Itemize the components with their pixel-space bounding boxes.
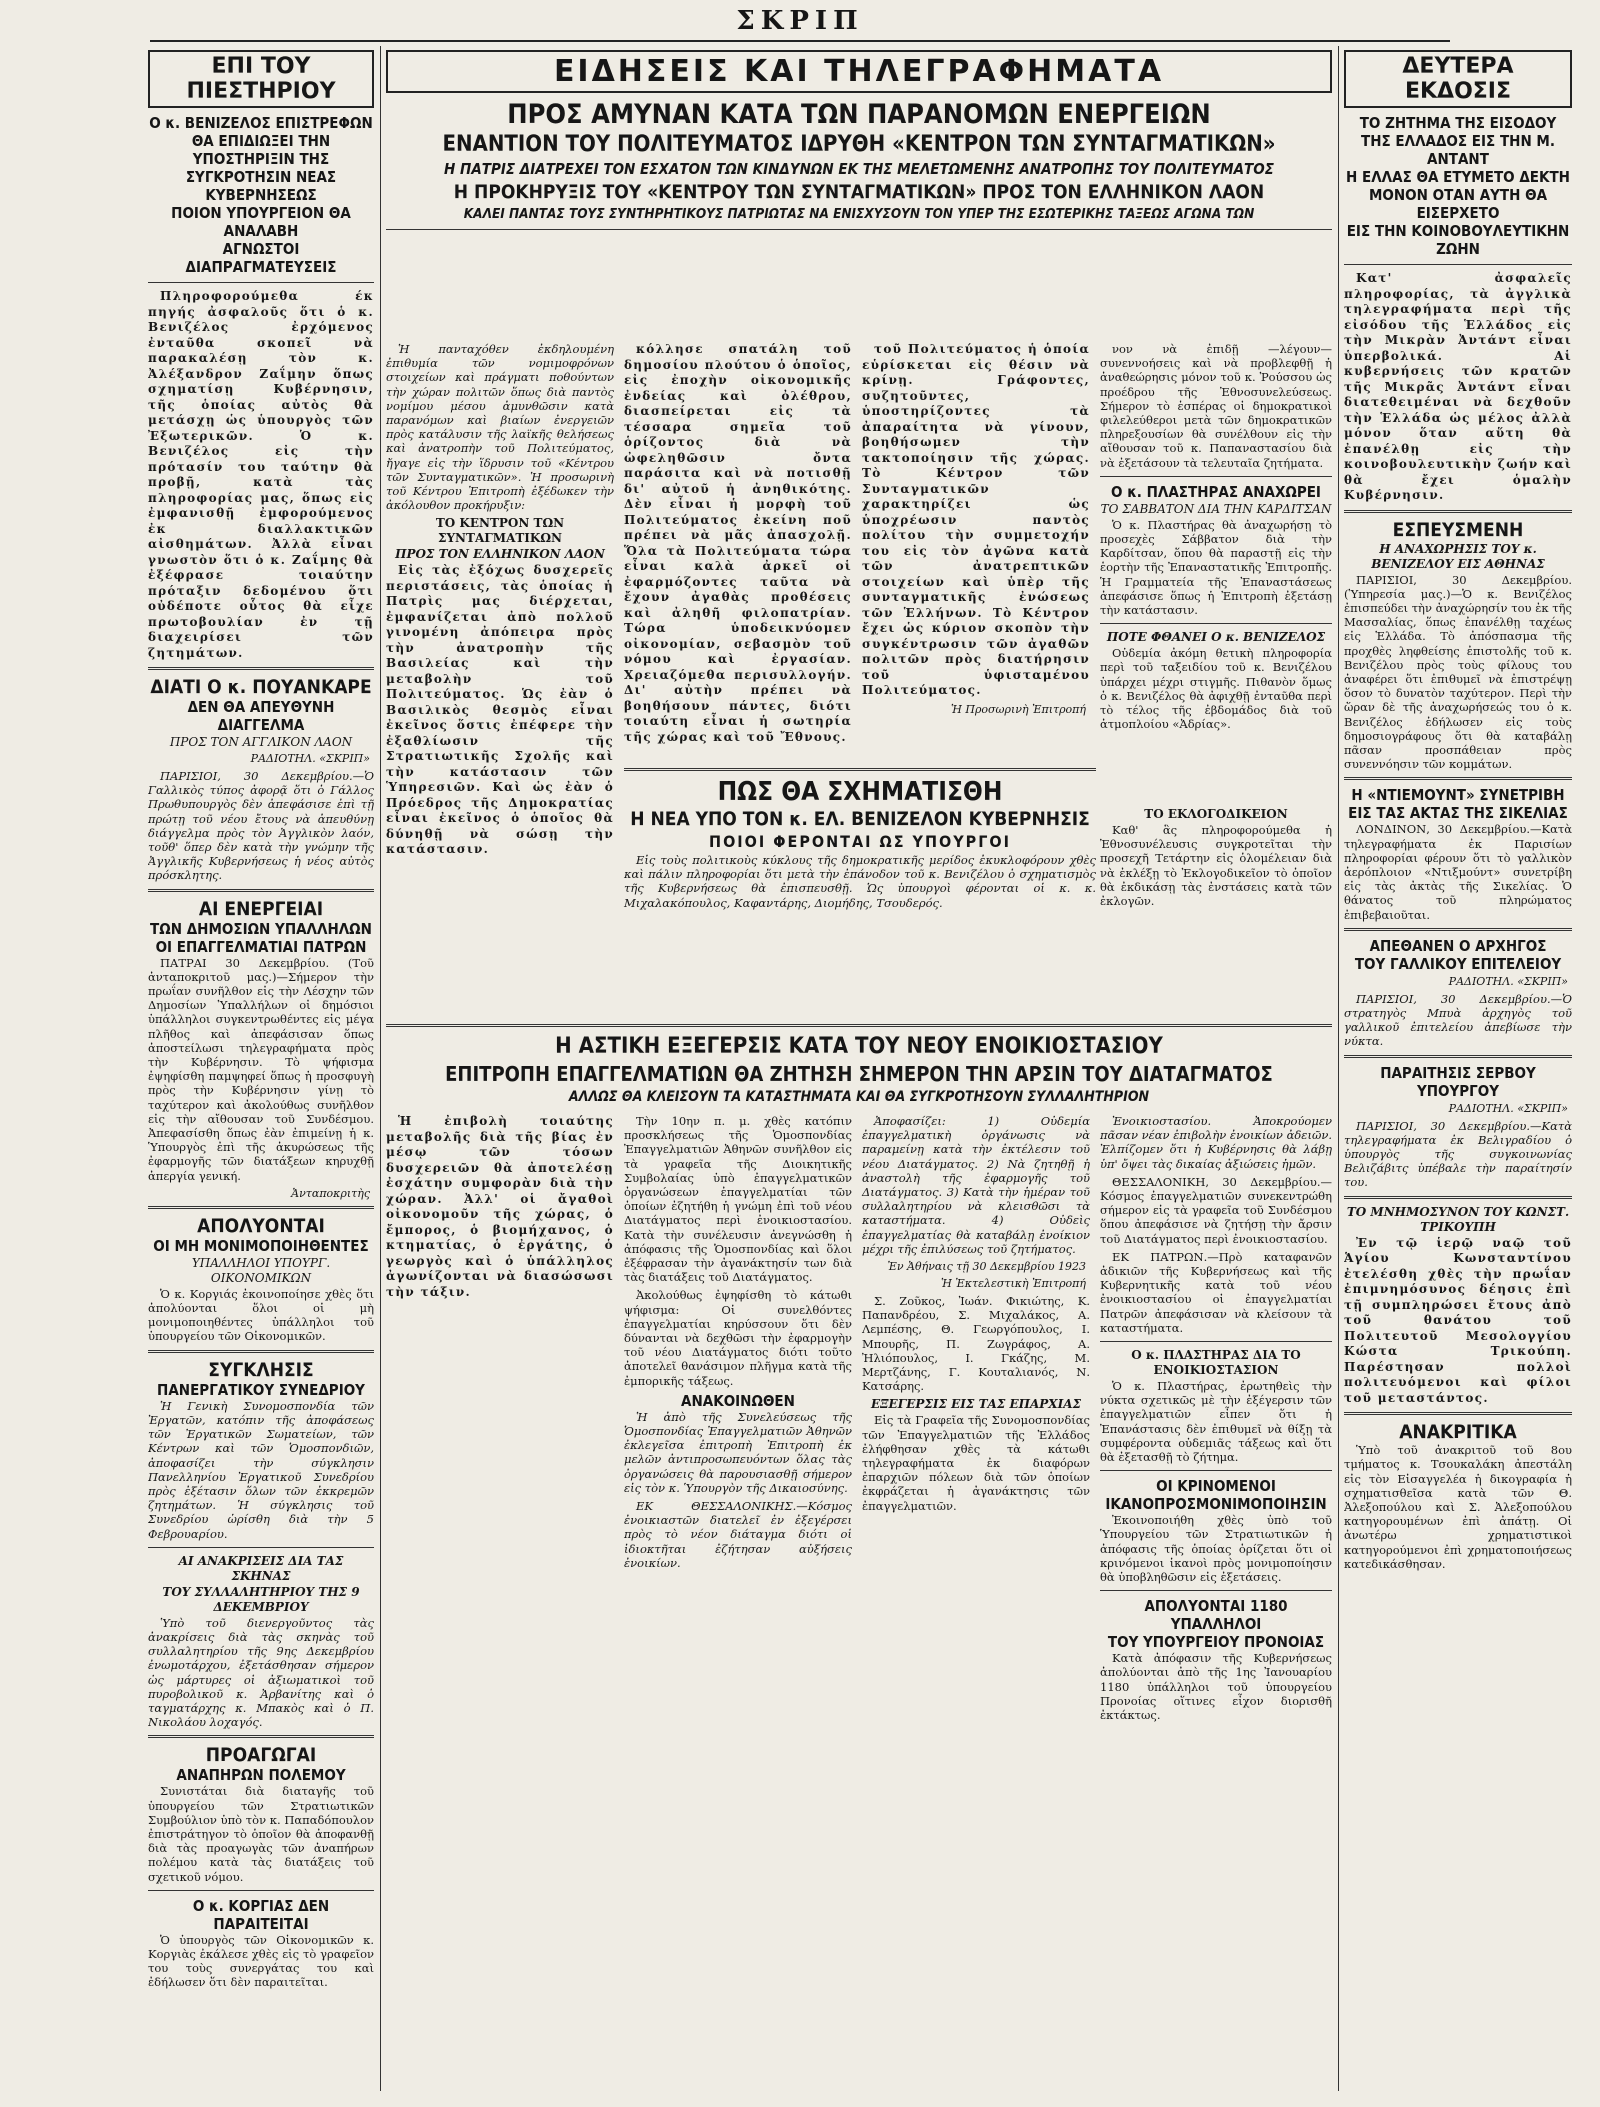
headline-line: ΤΟΥ ΥΠΟΥΡΓΕΙΟΥ ΠΡΟΝΟΙΑΣ bbox=[1107, 1633, 1325, 1652]
headline-line: ΠΑΝΕΡΓΑΤΙΚΟΥ ΣΥΝΕΔΡΙΟΥ bbox=[157, 1380, 365, 1399]
headline-line: Η «ΝΤΙΕΜΟΥΝΤ» ΣΥΝΕΤΡΙΒΗ bbox=[1351, 786, 1565, 805]
headline-line: ΑΠΟΛΥΟΝΤΑΙ 1180 ΥΠΑΛΛΗΛΟΙ bbox=[1144, 1597, 1288, 1634]
article-body: νον νὰ ἐπιδῇ —λέγουν—συνεννοήσεις καὶ νὰ προβλεφθῇ ἡ ἀναθεώρησις μόνον τοῦ κ. Ῥούσσου ὡς προέδρου τῆς Ἐθνοσυνελεύσεως. Σήμερον τὸ ἑσπέρας οἱ δημοκρατικοὶ φιλελεύθεροι μετὰ τῶν δημοκρατικῶν πληρεξουσίων θὰ συνέλθουν εἰς τὴν αἴθουσαν τοῦ κ. Παπαναστασίου διὰ νὰ ἐξετάσουν τὰ τελευταῖα ζητήματα. bbox=[1100, 342, 1332, 470]
article-body: Ὁ κ. Πλαστήρας, ἐρωτηθεὶς τὴν νύκτα σχετικῶς μὲ τὴν ἐξέγερσιν τῶν ἐπαγγελματιῶν εἶπεν ὅτι ἡ Ἐπανάστασις δὲν ἐπιθυμεῖ νὰ θίξῃ τὰ συμφέροντα οὐδεμιᾶς τάξεως καὶ ὅτι θὰ ἐξετασθῇ τὸ ζήτημα. bbox=[1100, 1379, 1332, 1465]
article-body: Συνιστάται διὰ διαταγῆς τοῦ ὑπουργείου τῶν Στρατιωτικῶν Συμβούλιον ὑπὸ τὸν κ. Παπαδόπουλον ἐπιστράτηγον τὸ ὁποῖον θὰ ἀποφανθῇ διὰ τὰς προαγωγὰς τῶν ἀναπήρων πολέμου κατὰ τὰς διατάξεις τοῦ σχετικοῦ νόμου. bbox=[148, 1784, 374, 1884]
headline-line: ΘΑ ΕΠΙΔΙΩΞΕΙ ΤΗΝ ΥΠΟΣΤΗΡΙΞΙΝ ΤΗΣ bbox=[191, 132, 331, 168]
divider bbox=[1100, 1590, 1332, 1591]
headline-line: Η ΑΣΤΙΚΗ ΕΞΕΓΕΡΣΙΣ ΚΑΤΑ ΤΟΥ ΝΕΟΥ ΕΝΟΙΚΙΟΣΤΑΣΙΟΥ bbox=[555, 1034, 1163, 1059]
headline-line: ΟΙ ΜΗ ΜΟΝΙΜΟΠΟΙΗΘΕΝΤΕΣ bbox=[153, 1236, 369, 1255]
article-body: Καθ' ἃς πληροφορούμεθα ἡ Ἐθνοσυνέλευσις συγκροτεῖται τὴν προσεχῆ Τετάρτην εἰς ὁλομέλειαν διὰ νὰ ἐκλέξῃ τὸ Ἐκλογοδικεῖον τὸ ὁποῖον θὰ ἐκδικάσῃ τὰς ἐνστάσεις κατὰ τῶν ἐκλογῶν. bbox=[1100, 823, 1332, 909]
right-kicker: ΔΕΥΤΕΡΑ ΕΚΔΟΣΙΣ bbox=[1344, 50, 1572, 108]
article-column bbox=[386, 342, 614, 862]
headline-line: ΑΝΑΠΗΡΩΝ ΠΟΛΕΜΟΥ bbox=[176, 1766, 346, 1785]
article-body: ΠΑΡΙΣΙΟΙ, 30 Δεκεμβρίου.—Ὁ στρατηγὸς Μπυὰ ἀρχηγὸς τοῦ γαλλικοῦ ἐπιτελείου ἀπεβίωσε τὴν νύκτα. bbox=[1344, 991, 1572, 1049]
dateline: Ἐν Ἀθήναις τῇ 30 Δεκεμβρίου 1923 bbox=[887, 1260, 1086, 1274]
headline-line: Η ΕΛΛΑΣ ΘΑ ΕΤΥΜΕΤΟ ΔΕΚΤΗ bbox=[1346, 168, 1570, 186]
headline-line: ΕΠΙΤΡΟΠΗ ΕΠΑΓΓΕΛΜΑΤΙΩΝ ΘΑ ΖΗΤΗΣΗ ΣΗΜΕΡΟΝ ΤΗΝ ΑΡΣΙΝ ΤΟΥ ΔΙΑΤΑΓΜΑΤΟΣ bbox=[445, 1062, 1273, 1086]
divider bbox=[386, 229, 1332, 230]
right-column bbox=[1344, 46, 1572, 2091]
headline-line: ΙΚΑΝΟΠΡΟΣΜΟΝΙΜΟΠΟΙΗΣΙΝ bbox=[1105, 1495, 1327, 1514]
divider bbox=[148, 1350, 374, 1353]
deck-line: Η ΠΡΟΚΗΡΥΞΙΣ ΤΟΥ «ΚΕΝΤΡΟΥ ΤΩΝ ΣΥΝΤΑΓΜΑΤΙΚΩΝ» ΠΡΟΣ ΤΟΝ ΕΛΛΗΝΙΚΟΝ ΛΑΟΝ bbox=[453, 181, 1265, 203]
subheadline: ΤΟ ΚΕΝΤΡΟΝ ΤΩΝ ΣΥΝΤΑΓΜΑΤΙΚΩΝ bbox=[435, 516, 565, 546]
headline-line: ΟΙ ΕΠΑΓΓΕΛΜΑΤΙΑΙ ΠΑΤΡΩΝ bbox=[155, 937, 367, 956]
divider bbox=[1344, 928, 1572, 931]
article-body: ΠΑΤΡΑΙ 30 Δεκεμβρίου. (Τοῦ ἀνταποκριτοῦ μας.)—Σήμερον τὴν πρωΐαν συνῆλθον εἰς τὴν Λέσχην τῶν Δημοσίων Ὑπαλλήλων οἱ δημόσιοι ὑπάλληλοι συγκεντρωθέντες εἰς μέγα πλῆθος καὶ ἀπεφάσισαν ὅπως ἀποστείλωσι τηλεγραφήματα πρὸς τὴν Κυβέρνησιν. Τὸ ψήφισμα ἐψηφίσθη παμψηφεί ὅπως ἡ προσφυγὴ πρὸς τὴν Κυβέρνησιν γίνῃ τὸ ταχύτερον καὶ ἀκολούθως συνῆλθον εἰς τὴν αἴθουσαν τοῦ Συνδέσμου. Ἀπεφασίσθη ὅπως ἐὰν ἐπιμείνῃ ἡ κ. Ὑπουργὸς ἐπὶ τῆς ἀκυρώσεως τῆς ἐφαρμογῆς τῶν διατάξεων κηρυχθῇ ἀπεργία γενική. bbox=[148, 955, 374, 1183]
headline-line: ΔΕΝ ΘΑ ΑΠΕΥΘΥΝΗ ΔΙΑΓΓΕΛΜΑ bbox=[187, 698, 335, 734]
headline-line: ΠΑΡΑΙΤΗΣΙΣ ΣΕΡΒΟΥ ΥΠΟΥΡΓΟΥ bbox=[1380, 1063, 1536, 1100]
signature: Ἡ Ἐκτελεστικὴ Ἐπιτροπή bbox=[941, 1277, 1086, 1291]
deck-line: ΚΑΛΕΙ ΠΑΝΤΑΣ ΤΟΥΣ ΣΥΝΤΗΡΗΤΙΚΟΥΣ ΠΑΤΡΙΩΤΑΣ ΝΑ ΕΝΙΣΧΥΣΟΥΝ ΤΟΝ ΥΠΕΡ ΤΗΣ ΕΣΩΤΕΡΙΚΗΣ ΤΑΞΕΩΣ ΑΓΩΝΑ ΤΩΝ bbox=[463, 206, 1255, 222]
article-body: Κατ' ἀσφαλεῖς πληροφορίας, τὰ ἀγγλικὰ τηλεγραφήματα περὶ τῆς εἰσόδου τῆς Ἑλλάδος εἰς τὴν Μικρὰν Ἀντάντ εἶναι ὑπερβολικά. Αἱ κυβερνήσεις τῶν κρατῶν τῆς Μικρᾶς Ἀντάντ εἶναι διατεθειμέναι νὰ δεχθοῦν τὴν Ἑλλάδα ὡς μέλος ἀλλὰ μόνον ὅταν αὕτη θὰ ἐπανέλθῃ εἰς τὴν κοινοβουλευτικὴν ζωήν καὶ θὰ ἔχει ὁμαλὴν Κυβέρνησιν. bbox=[1344, 271, 1572, 502]
subheadline: ΤΟΥ ΣΥΛΛΑΛΗΤΗΡΙΟΥ ΤΗΣ 9 ΔΕΚΕΜΒΡΙΟΥ bbox=[162, 1584, 360, 1614]
headline-line: ΜΟΝΟΝ ΟΤΑΝ ΑΥΤΗ ΘΑ ΕΙΣΕΡΧΕΤΟ bbox=[1368, 186, 1548, 222]
article-column bbox=[624, 342, 852, 749]
main-subheadline: ΕΝΑΝΤΙΟΝ ΤΟΥ ΠΟΛΙΤΕΥΜΑΤΟΣ ΙΔΡΥΘΗ «ΚΕΝΤΡΟΝ ΤΩΝ ΣΥΝΤΑΓΜΑΤΙΚΩΝ» bbox=[442, 132, 1276, 157]
article-body: ΠΑΡΙΣΙΟΙ, 30 Δεκεμβρίου.—Κατὰ τηλεγραφήματα ἐκ Βελιγραδίου ὁ ὑπουργὸς τῆς συγκοινωνίας Βελιζάβιτς ὑπέβαλε τὴν παραίτησίν του. bbox=[1344, 1118, 1572, 1190]
subheadline: Η ΑΝΑΧΩΡΗΣΙΣ ΤΟΥ κ. ΒΕΝΙΖΕΛΟΥ ΕΙΣ ΑΘΗΝΑΣ bbox=[1371, 541, 1545, 571]
article-body: Ἡ πανταχόθεν ἐκδηλουμένη ἐπιθυμία τῶν νομιμοφρόνων στοιχείων καὶ πράγματι ποθούντων τὴν χώραν πολιτῶν ὅπως διὰ παντὸς νομίμου μέσου ἀμυνθῶσιν κατὰ παρανόμων καὶ βιαίων ἐνεργειῶν πρὸς κατάλυσιν τῆς λαϊκῆς θελήσεως καὶ ἀνατροπὴν τοῦ Πολιτεύματος, ἤγαγε εἰς τὴν ἵδρυσιν τοῦ «Κέντρου τῶν Συνταγματικῶν». Ἡ προσωρινὴ τοῦ Κέντρου Ἐπιτροπὴ ἐξέδωκεν τὴν ἀκόλουθον προκήρυξιν: bbox=[386, 342, 614, 513]
article-body: Ἐκοινοποιήθη χθὲς ὑπὸ τοῦ Ὑπουργείου τῶν Στρατιωτικῶν ἡ ἀπόφασις τῆς ὁποίας ὁρίζεται ὅτι οἱ κρινόμενοι ἱκανοὶ πρὸς μονιμοποίησιν θὰ ὑποβληθῶσιν εἰς ἐξετάσεις. bbox=[1100, 1513, 1332, 1585]
divider bbox=[148, 1735, 374, 1738]
divider bbox=[148, 667, 374, 670]
article-body: ΕΚ ΠΑΤΡΩΝ.—Πρὸ καταφανῶν ἀδικιῶν τῆς Κυβερνήσεως καὶ τῆς Κυβερνητικῆς κατὰ τοῦ νέου ἐνοικιοστασίου οἱ ἐπαγγελματίαι Πατρῶν ἀπεφάσισαν νὰ κλείσουν τὰ καταστήματα. bbox=[1100, 1249, 1332, 1335]
divider bbox=[148, 1206, 374, 1209]
left-column bbox=[148, 46, 374, 2091]
headline-line: Η ΝΕΑ ΥΠΟ ΤΟΝ κ. ΕΛ. ΒΕΝΙΖΕΛΟΝ ΚΥΒΕΡΝΗΣΙΣ bbox=[630, 808, 1090, 830]
article-column bbox=[1100, 342, 1332, 735]
divider bbox=[1344, 777, 1572, 780]
dateline: ΡΑΔΙΟΤΗΛ. «ΣΚΡΙΠ» bbox=[1448, 1101, 1568, 1115]
headline-line: ΕΙΣ ΤΗΝ ΚΟΙΝΟΒΟΥΛΕΥΤΙΚΗΝ ΖΩΗΝ bbox=[1346, 222, 1570, 258]
article-body: Εἰς τὰς ἐξόχως δυσχερεῖς περιστάσεις, τὰς ὁποίας ἡ Πατρὶς μας διέρχεται, ἐμφανίζεται ἀπὸ πολλοῦ γινομένη ἀπόπειρα πρὸς τὴν ἀνατροπὴν τῆς Βασιλείας καὶ τὴν μεταβολὴν τοῦ Πολιτεύματος. Ὡς ἐὰν ὁ Βασιλικὸς θεσμὸς εἶναι ἐκεῖνος ὅστις ἐπέφερε τὴν ἐξαθλίωσιν τῆς Στρατιωτικῆς Σχολῆς καὶ τὴν κατάστασιν τῶν Ὑπηρεσιῶν. Καὶ ὡς ἐὰν ὁ Πρόεδρος τῆς Δημοκρατίας εἶναι ἐκεῖνος ὁ ὁποῖος θὰ δύνηθῇ νὰ σώσῃ τὴν κατάστασιν. bbox=[386, 563, 614, 857]
article-body: Ἡ Γενικὴ Συνομοσπονδία τῶν Ἐργατῶν, κατόπιν τῆς ἀποφάσεως τῶν Ἐργατικῶν Σωματείων, τῶν Κέντρων καὶ τῶν Ὁμοσπονδιῶν, ἀποφασίζει τὴν σύγκλησιν Πανελληνίου Ἐργατικοῦ Συνεδρίου πρὸς ἐξέτασιν ὅλων τῶν ἐκκρεμῶν ζητημάτων. Ἡ σύγκλησις τοῦ Συνεδρίου ὡρίσθη διὰ τὴν 5 Φεβρουαρίου. bbox=[148, 1398, 374, 1541]
divider bbox=[148, 1890, 374, 1891]
article-body: Ἀκολούθως ἐψηφίσθη τὸ κάτωθι ψήφισμα: Οἱ συνελθόντες ἐπαγγελματίαι κηρύσσουν ὅτι δὲν δύνανται νὰ δεχθῶσι τὴν ἐφαρμογὴν τοῦ νέου Διατάγματος διότι τοῦτο ἀποτελεῖ θανάσιμον πλῆγμα κατὰ τῆς ἐμπορικῆς τάξεως. bbox=[624, 1288, 852, 1388]
divider bbox=[1100, 1470, 1332, 1471]
headline-line: ΑΝΑΚΡΙΤΙΚΑ bbox=[1399, 1421, 1517, 1444]
headline-line: ΑΠΟΛΥΟΝΤΑΙ bbox=[197, 1214, 325, 1237]
masthead: ΣΚΡΙΠ bbox=[736, 6, 864, 36]
divider bbox=[1344, 510, 1572, 513]
divider bbox=[1344, 1196, 1572, 1199]
divider bbox=[1100, 476, 1332, 477]
deck-line: Η ΠΑΤΡΙΣ ΔΙΑΤΡΕΧΕΙ ΤΟΝ ΕΣΧΑΤΟΝ ΤΩΝ ΚΙΝΔΥΝΩΝ ΕΚ ΤΗΣ ΜΕΛΕΤΩΜΕΝΗΣ ΑΝΑΤΡΟΠΗΣ ΤΟΥ ΠΟΛΙΤΕΥΜΑΤΟΣ bbox=[444, 160, 1274, 178]
headline-line: ΤΟΥ ΓΑΛΛΙΚΟΥ ΕΠΙΤΕΛΕΙΟΥ bbox=[1354, 954, 1562, 973]
article-body: Ὁ κ. Πλαστήρας θὰ ἀναχωρήσῃ τὸ προσεχὲς Σάββατον διὰ τὴν Καρδίτσαν, ὅπου θὰ παραστῇ εἰς τὴν ἑορτὴν τῆς Ἐπαναστατικῆς Ἐπιτροπῆς. Ἡ Γραμματεία τῆς Ἐπαναστάσεως ἀπεφάσισε ὅπως ἡ Ἐπιτροπὴ ἐξετάσῃ τὴν κατάστασιν. bbox=[1100, 517, 1332, 618]
article-body: ΘΕΣΣΑΛΟΝΙΚΗ, 30 Δεκεμβρίου.—Κόσμος ἐπαγγελματιῶν συνεκεντρώθη σήμερον εἰς τὰ γραφεῖα τοῦ Συνδέσμου ὅπου ἀπεφάσισε νὰ ζητήσῃ τὴν ἄρσιν τοῦ Διατάγματος περὶ ἐνοικιοστασίου. bbox=[1100, 1174, 1332, 1246]
top-rule bbox=[150, 40, 1450, 42]
article-body: Εἰς τοὺς πολιτικοὺς κύκλους τῆς δημοκρατικῆς μερίδος ἐκυκλοφόρουν χθὲς καὶ πάλιν πληροφορίαι ὅτι μετὰ τὴν ἐπάνοδον τοῦ κ. Βενιζέλου ὁ σχηματισμὸς τῆς Κυβερνήσεως θὰ ἐπισπευσθῇ. Ὡς ὑπουργοὶ φέρονται οἱ κ. κ. Μιχαλακόπουλος, Καφαντάρης, Διομήδης, Τσουδερός. bbox=[624, 853, 1096, 910]
subheadline: ΑΙ ΑΝΑΚΡΙΣΕΙΣ ΔΙΑ ΤΑΣ ΣΚΗΝΑΣ bbox=[178, 1553, 344, 1583]
subheadline: ΥΠΑΛΛΗΛΟΙ ΥΠΟΥΡΓ. ΟΙΚΟΝΟΜΙΚΩΝ bbox=[191, 1255, 331, 1285]
headline-line: ΑΠΕΘΑΝΕΝ Ο ΑΡΧΗΓΟΣ bbox=[1369, 936, 1547, 955]
subheadline: ΠΡΟΣ ΤΟΝ ΕΛΛΗΝΙΚΟΝ ΛΑΟΝ bbox=[395, 547, 605, 562]
headline-line: ΟΙ ΚΡΙΝΟΜΕΝΟΙ bbox=[1156, 1477, 1276, 1496]
article-body: Ὑπὸ τοῦ ἀνακριτοῦ τοῦ 8ου τμήματος κ. Τσουκαλάκη ἀπεστάλη εἰς τὸν Εἰσαγγελέα ἡ δικογραφία ἡ σχηματισθεῖσα κατὰ τῶν Θ. Ἀλεξοπούλου καὶ Σ. Ἀλεξοπούλου κατηγορουμένων ἐπὶ ἀπάτῃ. Οἱ ἀνωτέρω χρηματιστικοὶ κατηγορούμενοι ἐπὶ χρηματοποιήσεως κατεδικάσθησαν. bbox=[1344, 1443, 1572, 1571]
article-body: Ἡ ἐπιβολὴ τοιαύτης μεταβολῆς διὰ τῆς βίας ἐν μέσῳ τῶν τόσων δυσχερειῶν θὰ ἀποτελέσῃ ἐσχάτην συμφορὰν διὰ τὴν χώραν. Ἀλλ' οἱ ἄγαθοὶ οἰκονομοῦν τῆς χώρας, ὁ ἔμπορος, ὁ βιομήχανος, ὁ κτηματίας, ὁ ἐργάτης, ὁ γεωργὸς καὶ ὁ ὑπάλληλος ἀγωνίζονται νὰ διασώσωσι τὴν τάξιν. bbox=[386, 1114, 614, 1299]
article-column bbox=[624, 1114, 852, 1574]
subheadline: ΤΟ ΣΑΒΒΑΤΟΝ ΔΙΑ ΤΗΝ ΚΑΡΔΙΤΣΑΝ bbox=[1100, 501, 1332, 516]
article-body: Ὑπὸ τοῦ διενεργοῦντος τὰς ἀνακρίσεις διὰ τὰς σκηνὰς τοῦ συλλαλητηρίου τῆς 9ης Δεκεμβρίου ἐνωμοτάρχου, ἐξετάσθησαν σήμερον ὡς μάρτυρες οἱ ἀξιωματικοὶ τοῦ πυροβολικοῦ κ. Ἀρβανίτης καὶ ὁ ταγματάρχης κ. Μπακὸς καὶ ὁ Π. Νικολάου λοχαγός. bbox=[148, 1615, 374, 1730]
article-body: Οὐδεμία ἀκόμη θετικὴ πληροφορία περὶ τοῦ ταξειδίου τοῦ κ. Βενιζέλου ὑπάρχει μέχρι στιγμῆς. Πιθανὸν ὅμως ὁ κ. Βενιζέλος θὰ ἀφιχθῇ ἐνταῦθα περὶ τὸ τέλος τῆς ἐβδομάδος διὰ τοῦ ἀτμοπλοίου «Ἀδρίας». bbox=[1100, 646, 1332, 732]
article-body: ΠΑΡΙΣΙΟΙ, 30 Δεκεμβρίου.—Ὁ Γαλλικὸς τύπος ἀφορᾷ ὅτι ὁ Γάλλος Πρωθυπουργὸς δὲν ἀπεφάσισε ἐπὶ τῇ πρώτῃ τοῦ νέου ἔτους νὰ ἀπευθύνῃ διάγγελμα πρὸς τὸν Ἀγγλικὸν λαόν, τοῦθ' ὅπερ δὲν κατὰ τὴν γνώμην τῆς Ἀγγλικῆς Κυβερνήσεως ἡ νέος αὐτὸς πρόσκλητης. bbox=[148, 769, 374, 883]
headline-line: Ο κ. ΚΟΡΓΙΑΣ ΔΕΝ ΠΑΡΑΙΤΕΙΤΑΙ bbox=[192, 1896, 330, 1933]
article-column bbox=[1100, 1114, 1332, 1726]
article-body: Εἰς τὰ Γραφεῖα τῆς Συνομοσπονδίας τῶν Ἐπαγγελματιῶν τῆς Ἑλλάδος ἐλήφθησαν χθὲς τὰ κάτωθι τηλεγραφήματα ἐκ διαφόρων ἐπαρχιῶν πόλεων διὰ τῶν ὁποίων ἐκφράζεται ἡ ἀγανάκτησις τῶν ἐπαγγελματιῶν. bbox=[862, 1413, 1090, 1513]
subheadline: ΠΟΤΕ ΦΘΑΝΕΙ Ο κ. ΒΕΝΙΖΕΛΟΣ bbox=[1106, 630, 1326, 645]
signature: Ἀνταποκριτὴς bbox=[291, 1186, 370, 1200]
article-body: Ὁ κ. Κοργιάς ἐκοινοποίησε χθὲς ὅτι ἀπολύονται ὅλοι οἱ μὴ μονιμοποιηθέντες ὑπάλληλοι τοῦ ὑπουργείου τῶν Οἰκονομικῶν. bbox=[148, 1286, 374, 1344]
headline-line: ΠΟΙΟΝ ΥΠΟΥΡΓΕΙΟΝ ΘΑ ΑΝΑΛΑΒΗ bbox=[171, 204, 351, 240]
divider bbox=[148, 282, 374, 283]
center-section bbox=[386, 46, 1332, 2091]
headline-line: ΤΩΝ ΔΗΜΟΣΙΩΝ ΥΠΑΛΛΗΛΩΝ bbox=[150, 919, 372, 938]
divider bbox=[1100, 623, 1332, 624]
article-body: ΕΚ ΘΕΣΣΑΛΟΝΙΚΗΣ.—Κόσμος ἐνοικιαστῶν διατελεῖ ἐν ἐξεγέρσει πρὸς τὸ νέον διάταγμα διότι οἱ ἰδιοκτῆται ἐζήτησαν αὐξήσεις ἐνοικίων. bbox=[624, 1499, 852, 1570]
article-column bbox=[862, 1114, 1090, 1517]
divider bbox=[1344, 1055, 1572, 1058]
article-body: Τὴν 10ην π. μ. χθὲς κατόπιν προσκλήσεως τῆς Ὁμοσπονδίας Ἐπαγγελματιῶν Ἀθηνῶν συνῆλθον εἰς τὰ γραφεῖα τῆς Διοικητικῆς Συμβολαίας ὑπὸ ἐπαγγελματικῶν ὀργανώσεων ἐπαγγελματίαι τῶν ὁποίων ἐζητήθη ἡ γνώμη ἐπὶ τοῦ νέου Διατάγματος περὶ ἐνοικιοστασίου. Κατὰ τὴν συνέλευσιν ἀνεγνώσθη ἡ ἀπόφασις τῆς Ὁμοσπονδίας καὶ ὅλοι ἐξέφρασαν τὴν ἀγανάκτησίν των διὰ τὰς διατάξεις τοῦ Διατάγματος. bbox=[624, 1114, 852, 1285]
headline-line: ΣΥΓΚΡΟΤΗΣΙΝ ΝΕΑΣ ΚΥΒΕΡΝΗΣΕΩΣ bbox=[185, 168, 337, 204]
article-body: κόλλησε σπατάλη τοῦ δημοσίου πλούτου ὁ ὁποῖος, εἰς ἐποχὴν οἰκονομικῆς ἐνδείας καὶ ὀλέθρου, διασπείρεται εἰς τὰ τέσσαρα σημεῖα τοῦ ὁρίζοντος διὰ νὰ ὠφεληθῶσιν ὄντα παράσιτα καὶ νὰ ποτισθῇ δι' αὐτοῦ ἡ ἀνηθικότης. Δὲν εἶναι ἡ μορφὴ τοῦ Πολιτεύματος ἐκείνη ποῦ πρέπει νὰ μᾶς ἀπασχολῇ. Ὅλα τὰ Πολιτεύματα τώρα εἶναι καλὰ ἀρκεῖ οἱ ἐφαρμόζοντες ταῦτα νὰ ἔχουν ἀγαθὰς προθέσεις καὶ ἀληθῆ φιλοπατρίαν. Τώρα ὑποδεικνύομεν οἰκονομίαν, σεβασμὸν τοῦ νόμου καὶ ἐργασίαν. Χρειαζόμεθα περισυλλογήν. Δι' αὐτὴν πρέπει νὰ βοηθήσουν πάντες, διότι τοιαύτη εἶναι ἡ σωτηρία τῆς χώρας καὶ τοῦ Ἔθνους. bbox=[624, 342, 852, 744]
subheadline: ΠΡΟΣ ΤΟΝ ΑΓΓΛΙΚΟΝ ΛΑΟΝ bbox=[169, 735, 353, 749]
rent-article bbox=[386, 1018, 1332, 2091]
divider bbox=[1100, 1341, 1332, 1342]
divider bbox=[148, 1547, 374, 1548]
dateline: ΡΑΔΙΟΤΗΛ. «ΣΚΡΙΠ» bbox=[1448, 974, 1568, 988]
divider bbox=[624, 768, 1096, 771]
headline-line: Ο κ. ΠΛΑΣΤΗΡΑΣ ΑΝΑΧΩΡΕΙ bbox=[1111, 482, 1321, 501]
subheadline: ΕΞΕΓΕΡΣΙΣ ΕΙΣ ΤΑΣ ΕΠΑΡΧΙΑΣ bbox=[870, 1397, 1082, 1412]
headline-line: ΠΟΙΟΙ ΦΕΡΟΝΤΑΙ ΩΣ ΥΠΟΥΡΓΟΙ bbox=[709, 832, 1011, 851]
section-banner: ΕΙΔΗΣΕΙΣ ΚΑΙ ΤΗΛΕΓΡΑΦΗΜΑΤΑ bbox=[386, 50, 1332, 93]
article-body: Πληροφορούμεθα έκ πηγής ἀσφαλοῦς ὅτι ὁ κ. Βενιζέλος ἐρχόμενος ἐνταῦθα σκοπεῖ νὰ παρακαλέσῃ τὸν κ. Ἀλέξανδρον Ζαΐμην ὅπως σχηματίσῃ Κυβέρνησιν, τῆς ὁποίας αὐτὸς θὰ μετάσχῃ ὡς ὑπουργὸς τῶν Ἐξωτερικῶν. Ὁ κ. Βενιζέλος εἰς τὴν πρότασίν του ταύτην θὰ προβῇ, κατὰ τὰς πληροφορίας μας, ὅπως εἰς ἐμφανισθῇ ἐμφορούμενος ἐκ διαλλακτικῶν αἰσθημάτων. Ἀλλὰ εἶναι γνωστὸν ὅτι ὁ κ. Ζαΐμης θὰ ἐξέφρασε τοιαύτην πρόταξιν δεδομένου ὅτι οὐδέποτε οὗτος θὰ εἶχε πρωτοβουλίαν ἐν τῇ διαχειρίσει τῶν ζητημάτων. bbox=[148, 289, 374, 660]
subheadline: ΑΝΑΚΟΙΝΩΘΕΝ bbox=[681, 1391, 795, 1410]
subheadline: Ο κ. ΠΛΑΣΤΗΡΑΣ ΔΙΑ ΤΟ ΕΝΟΙΚΙΟΣΤΑΣΙΟΝ bbox=[1131, 1348, 1301, 1378]
article-body: τοῦ Πολιτεύματος ἡ ὁποία εὑρίσκεται εἰς θέσιν νὰ κρίνῃ. Γράφοντες, συζητοῦντες, ὑποστηρίζοντες τὰ ἀπαραίτητα νὰ γίνουν, βοηθήσωμεν τὴν τακτοποίησιν τῆς χώρας. Τὸ Κέντρον τῶν Συνταγματικῶν χαρακτηρίζει ὡς ὑποχρέωσιν παντὸς πολίτου τὴν συμμετοχήν του εἰς τὸν ἀγῶνα κατὰ τῶν ἀνατρεπτικῶν στοιχείων καὶ ὑπὲρ τῆς συνταγματικῆς ἐνώσεως τῶν Ἑλλήνων. Τὸ Κέντρον ἔχει ὡς κύριον σκοπὸν τὴν συγκέντρωσιν τῶν ἀγαθῶν πολιτῶν πρὸς διατήρησιν τοῦ ὑφισταμένου Πολιτεύματος. bbox=[862, 342, 1090, 697]
article-body: Ὁ ὑπουργὸς τῶν Οἰκονομικῶν κ. Κοργιὰς ἐκάλεσε χθὲς εἰς τὸ γραφεῖον του τοὺς συνεργάτας του καὶ ἐδήλωσεν ὅτι δὲν παραιτεῖται. bbox=[148, 1932, 374, 1990]
column-rule bbox=[380, 46, 381, 2091]
signature: Ἡ Προσωρινὴ Ἐπιτροπή bbox=[950, 702, 1086, 716]
headline-line: ΕΣΠΕΥΣΜΕΝΗ bbox=[1392, 518, 1524, 541]
headline-line: ΑΓΝΩΣΤΟΙ ΔΙΑΠΡΑΓΜΑΤΕΥΣΕΙΣ bbox=[185, 240, 337, 276]
article-column bbox=[862, 342, 1090, 720]
dateline: ΡΑΔΙΟΤΗΛ. «ΣΚΡΙΠ» bbox=[250, 752, 370, 765]
article-body: Ἡ ἀπὸ τῆς Συνελεύσεως τῆς Ὁμοσπονδίας Ἐπαγγελματιῶν Ἀθηνῶν ἐκλεγεῖσα ἐπιτροπὴ Ἐπιτροπὴ ἐκ μελῶν ἀντιπροσωπευόντων ὅλας τὰς ὀργανώσεις θὰ παρουσιασθῇ σήμερον εἰς τὸν κ. Ὑπουργὸν τῆς Δικαιοσύνης. bbox=[624, 1409, 852, 1495]
article-body: ΠΑΡΙΣΙΟΙ, 30 Δεκεμβρίου. (Ὑπηρεσία μας.)—Ὁ κ. Βενιζέλος ἐπισπεύδει τὴν ἀναχώρησίν του ἐκ τῆς Μασσαλίας, ὅπως ἐπανέλθῃ ταχέως εἰς Ἑλλάδα. Τὸ ἀπόσπασμα τῆς προχθὲς ληφθείσης ἐπιστολῆς τοῦ κ. Βενιζέλου πρὸς τοὺς φίλους του ἀναφέρει ὅτι ἐπιθυμεῖ νὰ ἐπιστρέψῃ ὅσον τὸ δυνατὸν ταχύτερον. Περὶ τὴν ὥραν δὲ τῆς ἀναχωρήσεώς του ὁ κ. Βενιζέλος ἐδήλωσεν εἰς τοὺς δημοσιογράφους ὅτι θὰ καταβάλῃ πᾶσαν προσπάθειαν πρὸς συνεννόησιν τῶν κομμάτων. bbox=[1344, 572, 1572, 772]
column-rule bbox=[1338, 46, 1339, 2091]
article-body: Ἐνοικιοστασίου. Ἀποκρούομεν πᾶσαν νέαν ἐπιβολὴν ἐνοικίων ἀδειῶν. Ἐλπίζομεν ὅτι ἡ Κυβέρνησις θὰ λάβῃ ὑπ' ὄψει τὰς δικαίας ἀξιώσεις ἡμῶν. bbox=[1100, 1114, 1332, 1171]
divider bbox=[1344, 264, 1572, 265]
headline-line: ΤΗΣ ΕΛΛΑΔΟΣ ΕΙΣ ΤΗΝ Μ. ΑΝΤΑΝΤ bbox=[1360, 132, 1555, 168]
headline-line: ΑΙ ΕΝΕΡΓΕΙΑΙ bbox=[198, 897, 324, 920]
subheadline: ΤΟ ΕΚΛΟΓΟΔΙΚΕΙΟΝ bbox=[1144, 807, 1288, 821]
left-lead-headline bbox=[148, 114, 374, 276]
main-headline: ΠΡΟΣ ΑΜΥΝΑΝ ΚΑΤΑ ΤΩΝ ΠΑΡΑΝΟΜΩΝ ΕΝΕΡΓΕΙΩΝ bbox=[507, 99, 1211, 130]
headline-line: ΤΟ ΖΗΤΗΜΑ ΤΗΣ ΕΙΣΟΔΟΥ bbox=[1359, 114, 1557, 132]
divider bbox=[148, 889, 374, 892]
article-body: Ἀποφασίζει: 1) Οὐδεμία ἐπαγγελματικὴ ὀργάνωσις νὰ παραμείνῃ κατὰ τὴν ἐκτέλεσιν τοῦ νέου Διατάγματος. 2) Νὰ ζητηθῇ ἡ ἀναστολὴ τῆς ἐφαρμογῆς τοῦ Διατάγματος. 3) Κατὰ τὴν ἡμέραν τοῦ συλλαλητηρίου νὰ κλεισθῶσι τὰ καταστήματα. 4) Οὐδεὶς ἐπαγγελματίας θὰ καταβάλῃ ἐνοίκιον μέχρι τῆς ἐπιλύσεως τοῦ ζητήματος. bbox=[862, 1114, 1090, 1256]
article-body: Ἐν τῷ ἱερῷ ναῷ τοῦ Ἁγίου Κωνσταντίνου ἐτελέσθη χθὲς τὴν πρωΐαν ἐπιμνημόσυνος δέησις ἐπὶ τῇ συμπληρώσει ἔτους ἀπὸ τοῦ θανάτου τοῦ Πολιτευτοῦ Μεσολογγίου Κώστα Τρικούπη. Παρέστησαν πολλοὶ πολιτευόμενοι καὶ φίλοι τοῦ μεταστάντος. bbox=[1344, 1235, 1572, 1405]
headline-line: ΠΡΟΑΓΩΓΑΙ bbox=[205, 1744, 317, 1767]
headline-line: ΔΙΑΤΙ Ο κ. ΠΟΥΑΝΚΑΡΕ bbox=[150, 676, 372, 698]
election-court-article bbox=[1100, 806, 1332, 1018]
headline-line: Ο κ. ΒΕΝΙΖΕΛΟΣ ΕΠΙΣΤΡΕΦΩΝ bbox=[149, 114, 373, 132]
article-body: Κατὰ ἀπόφασιν τῆς Κυβερνήσεως ἀπολύονται ἀπὸ τῆς 1ης Ἰανουαρίου 1180 ὑπάλληλοι τοῦ ὑπουργείου Προνοίας οἵτινες εἶχον διορισθῆ ἐκτάκτως. bbox=[1100, 1651, 1332, 1723]
headline-line: ΣΥΓΚΛΗΣΙΣ bbox=[208, 1358, 314, 1381]
headline-line: ΕΙΣ ΤΑΣ ΑΚΤΑΣ ΤΗΣ ΣΙΚΕΛΙΑΣ bbox=[1348, 804, 1568, 823]
divider bbox=[1344, 1412, 1572, 1415]
cabinet-article bbox=[624, 762, 1096, 1018]
headline-line: ΑΛΛΩΣ ΘΑ ΚΛΕΙΣΟΥΝ ΤΑ ΚΑΤΑΣΤΗΜΑΤΑ ΚΑΙ ΘΑ ΣΥΓΚΡΟΤΗΣΟΥΝ ΣΥΛΛΑΛΗΤΗΡΙΟΝ bbox=[568, 1089, 1150, 1105]
headline-line: ΠΩΣ ΘΑ ΣΧΗΜΑΤΙΣΘΗ bbox=[717, 777, 1003, 807]
article-body: Σ. Ζοῦκος, Ἰωάν. Φικιώτης, Κ. Παπανδρέου, Σ. Μιχαλάκος, Α. Λεμπέσης, Θ. Γεωργόπουλος, Ι. Μπουρῆς, Π. Ζωγράφος, Α. Ἠλιόπουλος, Ι. Γκάζης, Μ. Μερτζάνης, Γ. Κουταλιανός, Ν. Κατσάρης. bbox=[862, 1294, 1090, 1394]
article-body: ΛΟΝΔΙΝΟΝ, 30 Δεκεμβρίου.—Κατὰ τηλεγραφήματα ἐκ Παρισίων πληροφορίαι φέρουν ὅτι τὸ γαλλικὸν ἀερόπλοιον «Ντιξμούντ» συνετρίβη εἰς τὰς ἀκτὰς τῆς Σικελίας. Ὁ θάνατος τοῦ πληρώματος ἐπιβεβαιοῦται. bbox=[1344, 822, 1572, 922]
left-kicker: ΕΠΙ ΤΟΥ ΠΙΕΣΤΗΡΙΟΥ bbox=[148, 50, 374, 108]
subheadline: ΤΟ ΜΝΗΜΟΣΥΝΟΝ ΤΟΥ ΚΩΝΣΤ. ΤΡΙΚΟΥΠΗ bbox=[1346, 1204, 1570, 1234]
article-column bbox=[386, 1114, 614, 1304]
divider bbox=[386, 1024, 1332, 1027]
